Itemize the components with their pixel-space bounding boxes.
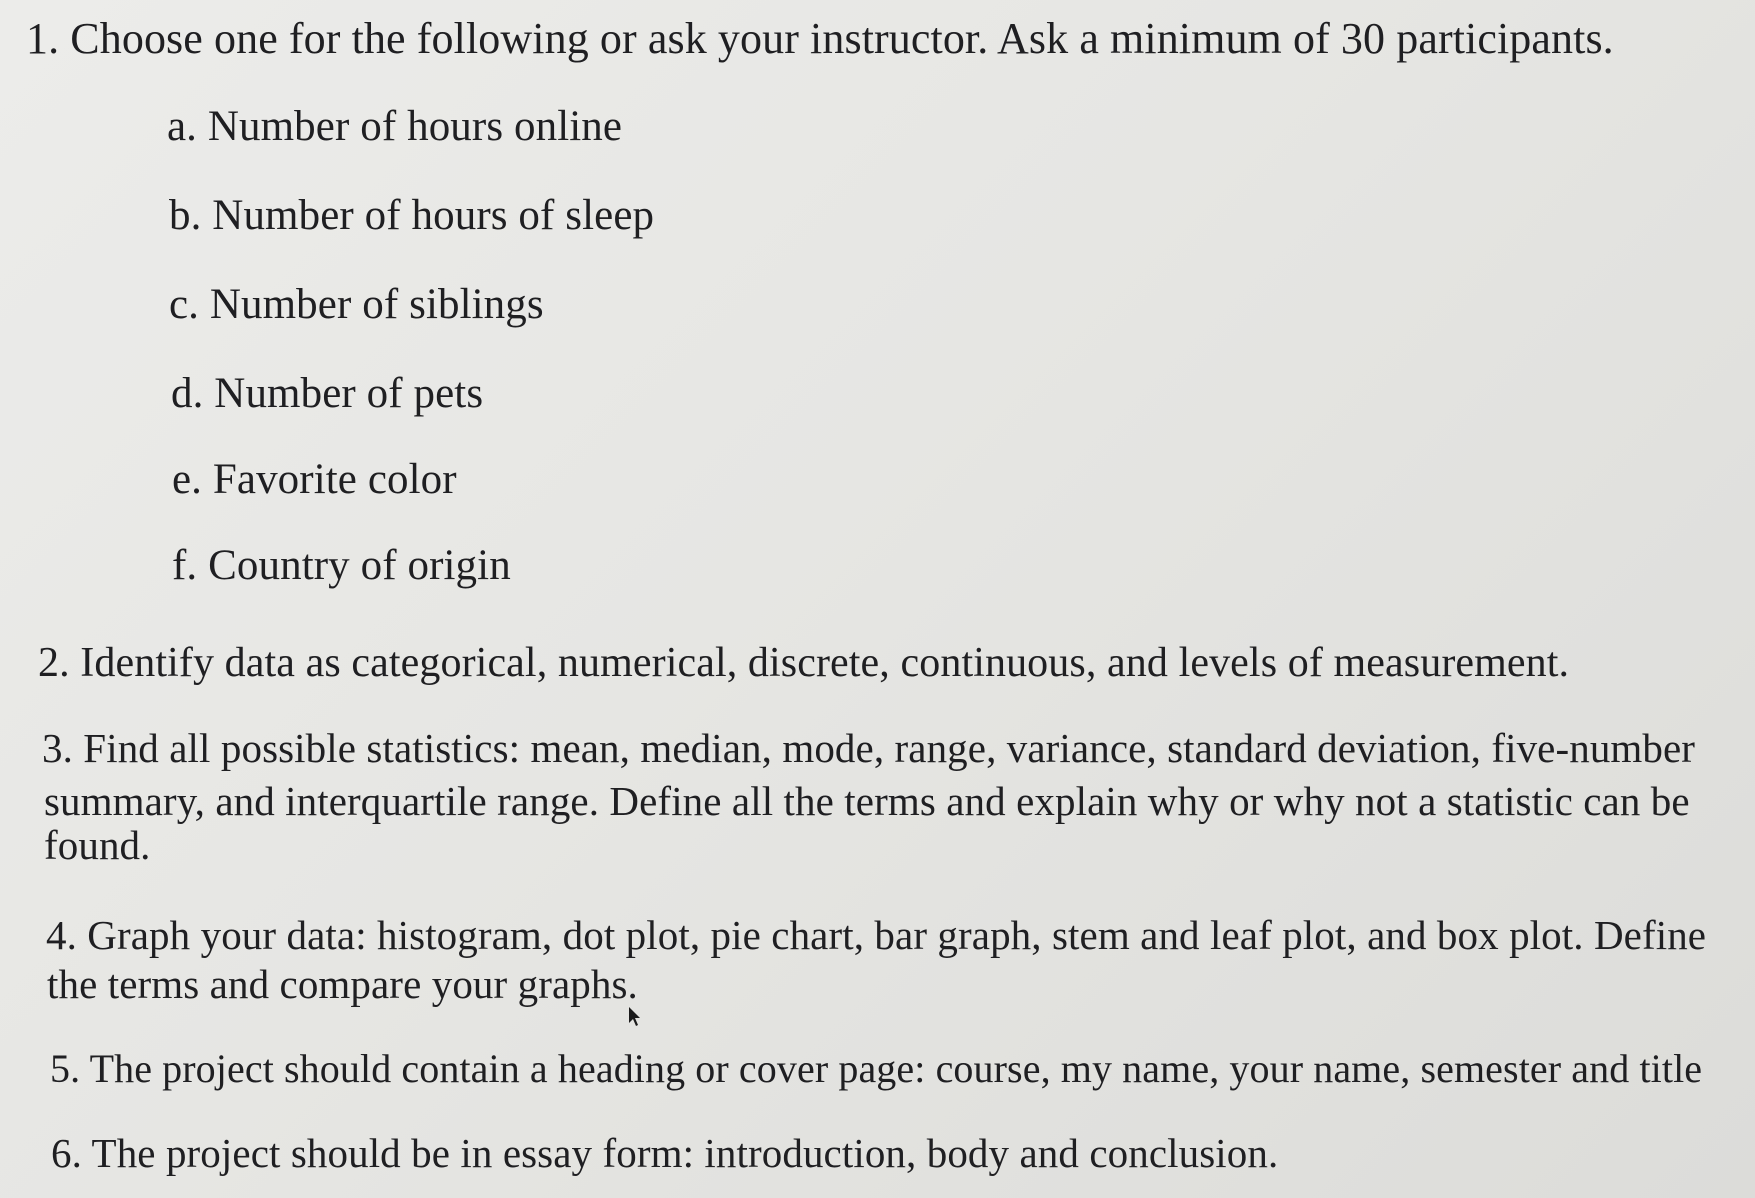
- item-3-line-1: 3. Find all possible statistics: mean, median, mode, range, variance, standard deviation, five-number: [42, 725, 1696, 771]
- item-1-option-b: b. Number of hours of sleep: [169, 192, 655, 239]
- item-2-text: 2. Identify data as categorical, numerical, discrete, continuous, and levels of measurement.: [38, 640, 1570, 686]
- item-1-option-a: a. Number of hours online: [167, 103, 623, 150]
- item-1-option-d: d. Number of pets: [171, 370, 484, 417]
- item-3-line-3: found.: [44, 822, 151, 868]
- item-1-option-f: f. Country of origin: [172, 542, 511, 589]
- item-6-text: 6. The project should be in essay form: introduction, body and conclusion.: [51, 1130, 1279, 1176]
- item-1-option-e: e. Favorite color: [172, 456, 457, 503]
- mouse-pointer-icon: [627, 1006, 641, 1028]
- item-1-option-c: c. Number of siblings: [169, 281, 544, 328]
- item-4-line-2: the terms and compare your graphs.: [47, 961, 638, 1007]
- item-4-line-1: 4. Graph your data: histogram, dot plot, pie chart, bar graph, stem and leaf plot, and box plot. Define: [46, 912, 1707, 958]
- item-5-text: 5. The project should contain a heading or cover page: course, my name, your name, semester and title: [50, 1046, 1703, 1091]
- item-3-line-2: summary, and interquartile range. Define all the terms and explain why or why not a statistic can be: [44, 778, 1690, 824]
- item-1-text: 1. Choose one for the following or ask your instructor. Ask a minimum of 30 participants.: [26, 14, 1614, 63]
